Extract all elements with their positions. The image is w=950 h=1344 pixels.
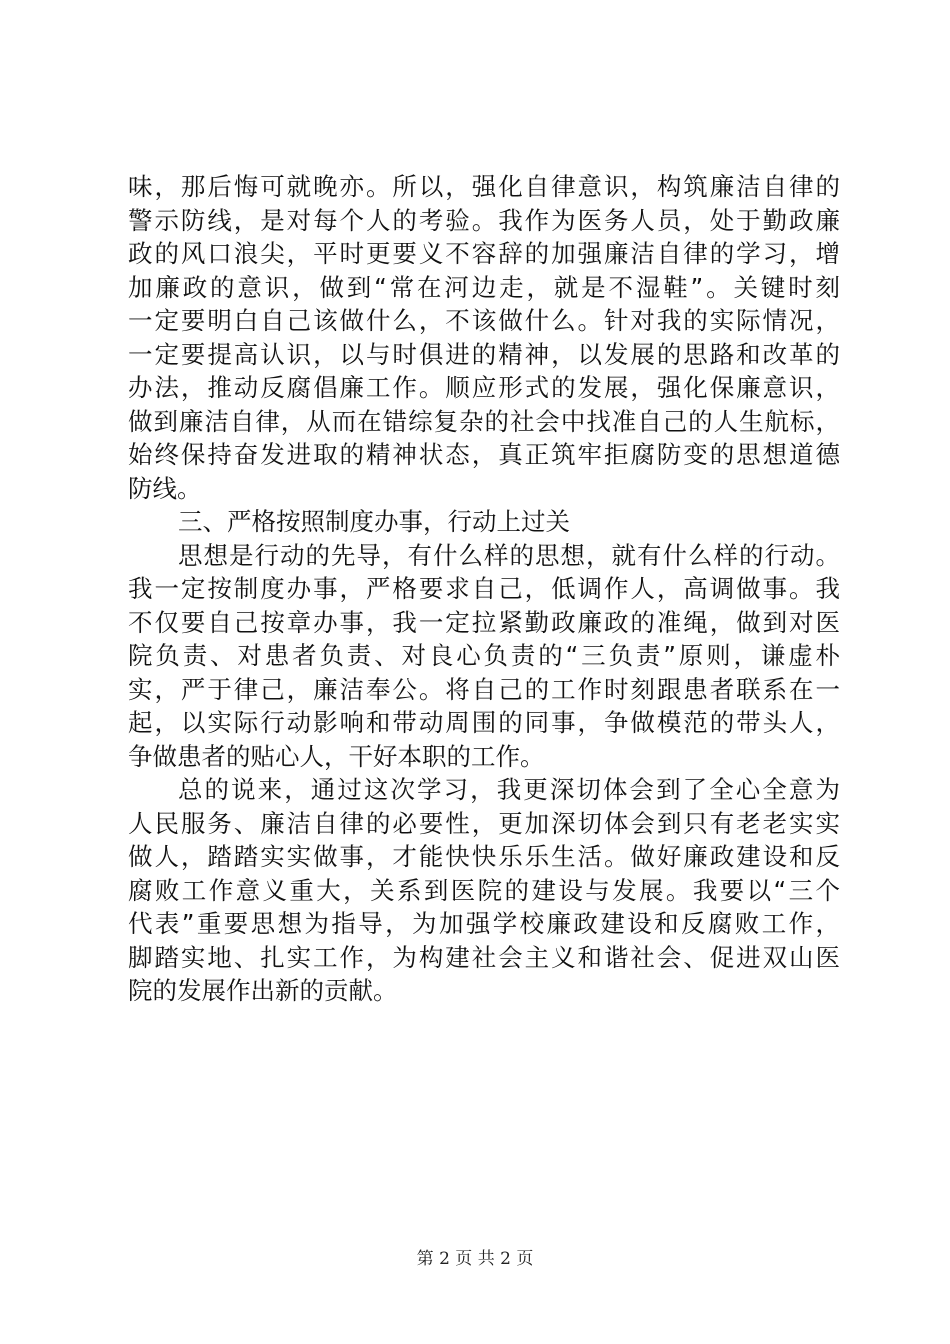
- text-line: 一定要提高认识，以与时俱进的精神，以发展的思路和改革的: [128, 339, 840, 369]
- text-line: 代表”重要思想为指导，为加强学校廉政建设和反腐败工作，: [128, 909, 840, 938]
- text-line: 味，那后悔可就晚亦。所以，强化自律意识，构筑廉洁自律的: [128, 172, 840, 201]
- text-line: 办法，推动反腐倡廉工作。顺应形式的发展，强化保廉意识，: [128, 373, 840, 402]
- text-line: 一定要明白自己该做什么，不该做什么。针对我的实际情况，: [128, 306, 840, 335]
- text-line: 始终保持奋发进取的精神状态，真正筑牢拒腐防变的思想道德: [128, 440, 840, 469]
- text-line: 腐败工作意义重大，关系到医院的建设与发展。我要以“三个: [128, 875, 840, 905]
- text-line: 起，以实际行动影响和带动周围的同事，争做模范的带头人，: [128, 708, 840, 737]
- text-line: 争做患者的贴心人，干好本职的工作。: [128, 741, 545, 771]
- text-line: 脚踏实地、扎实工作，为构建社会主义和谐社会、促进双山医: [128, 942, 840, 972]
- text-line: 院的发展作出新的贡献。: [128, 976, 398, 1005]
- text-line: 实，严于律己，廉洁奉公。将自己的工作时刻跟患者联系在一: [128, 674, 840, 704]
- document-body: [128, 170, 840, 1008]
- text-line: 总的说来，通过这次学习，我更深切体会到了全心全意为: [178, 775, 840, 804]
- section-heading: 三、严格按照制度办事，行动上过关: [178, 507, 570, 536]
- text-line: 人民服务、廉洁自律的必要性，更加深切体会到只有老老实实: [128, 808, 840, 838]
- text-line: 做到廉洁自律，从而在错综复杂的社会中找准自己的人生航标，: [128, 406, 840, 436]
- text-line: 思想是行动的先导，有什么样的思想，就有什么样的行动。: [178, 540, 840, 570]
- text-line: 我一定按制度办事，严格要求自己，低调作人，高调做事。我: [128, 574, 840, 603]
- text-line: 不仅要自己按章办事，我一定拉紧勤政廉政的准绳，做到对医: [128, 607, 840, 637]
- text-line: 院负责、对患者负责、对良心负责的“三负责”原则，谦虚朴: [128, 641, 840, 670]
- text-line: 加廉政的意识，做到“常在河边走，就是不湿鞋”。关键时刻: [128, 272, 840, 302]
- text-line: 警示防线，是对每个人的考验。我作为医务人员，处于勤政廉: [128, 205, 840, 235]
- text-line: 政的风口浪尖，平时更要义不容辞的加强廉洁自律的学习，增: [128, 239, 840, 268]
- text-line: 做人，踏踏实实做事，才能快快乐乐生活。做好廉政建设和反: [128, 842, 840, 871]
- text-line: 防线。: [128, 473, 202, 503]
- page-number-footer: 第 2 页 共 2 页: [416, 1249, 534, 1269]
